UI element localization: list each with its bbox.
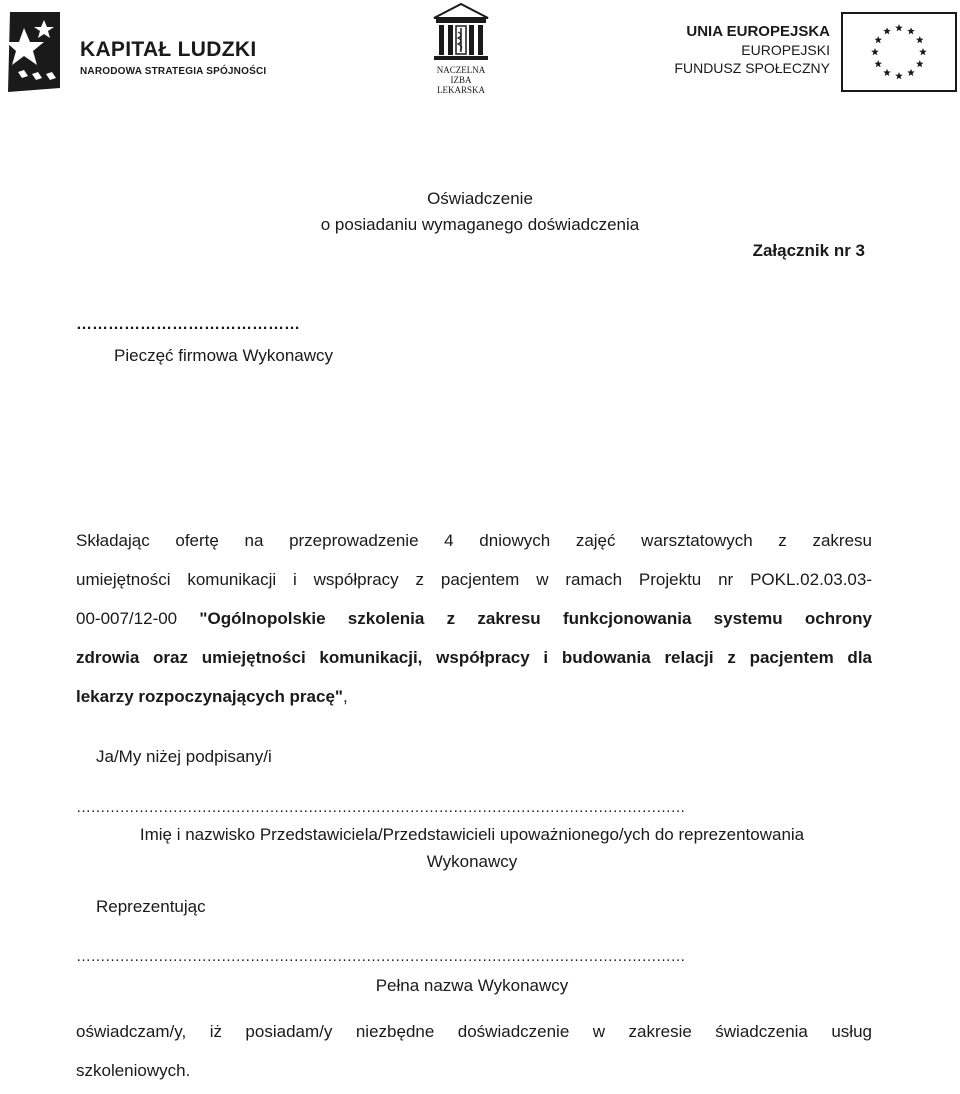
intro-line-3 [76,599,872,638]
project-title-part-2: zdrowia oraz umiejętności komunikacji, współpracy i budowania relacji z pacjentem dla [76,648,872,667]
eu-line-2: EUROPEJSKI [741,42,830,58]
project-title-part-1: "Ogólnopolskie szkolenia z zakresu funkcjonowania systemu ochrony [199,609,872,628]
eu-star-icon [895,24,903,31]
eu-star-icon [883,69,891,76]
nil-line-1: NACZELNA [436,65,486,75]
project-number: 00-007/12-00 [76,609,200,628]
kapital-ludzki-emblem-icon [4,8,62,92]
kapital-ludzki-title: KAPITAŁ LUDZKI [80,38,257,61]
representing-label: Reprezentując [96,897,206,916]
signatory-label: Ja/My niżej podpisany/i [96,747,272,766]
project-title-part-3: lekarzy rozpoczynających pracę" [76,687,343,706]
eu-star-icon [907,69,915,76]
contractor-caption: Pełna nazwa Wykonawcy [375,976,569,995]
signatory-caption-line-1: Imię i nazwisko Przedstawiciela/Przedstawicieli upoważnionego/ych do reprezentowania [139,825,805,844]
declaration-line-2: szkoleniowych. [76,1061,191,1080]
nil-line-2: IZBA LEKARSKA [436,75,485,95]
eu-star-icon [919,48,927,55]
eu-stars-icon [843,14,955,90]
kapital-ludzki-logo [0,4,300,96]
contractor-dotted-line: ……………………………………………………………………………………………………………… [76,948,685,965]
document-subtitle: o posiadaniu wymaganego doświadczenia [320,215,640,234]
intro-line-4 [76,638,872,677]
eu-star-icon [874,60,882,67]
naczelna-izba-lekarska-logo [430,2,492,95]
eu-star-icon [907,27,915,34]
eu-star-icon [916,36,924,43]
eu-logo-text [660,22,830,82]
eu-star-icon [874,36,882,43]
document-title: Oświadczenie [427,189,533,208]
eu-line-1: UNIA EUROPEJSKA [686,23,830,40]
declaration-line-1: oświadczam/y, iż posiadam/y niezbędne doświadczenie w zakresie świadczenia usług [76,1022,872,1041]
eu-star-icon [895,72,903,79]
signatory-caption-line-2: Wykonawcy [426,852,518,871]
eu-flag [841,12,957,92]
intro-comma: , [342,687,348,706]
intro-line-2: umiejętności komunikacji i współpracy z pacjentem w ramach Projektu nr POKL.02.03.03- [76,570,872,589]
kapital-ludzki-subtitle: NARODOWA STRATEGIA SPÓJNOŚCI [80,66,267,77]
eu-line-3: FUNDUSZ SPOŁECZNY [674,60,830,76]
eu-star-icon [916,60,924,67]
attachment-number: Załącznik nr 3 [752,241,865,260]
stamp-dotted-line: …………………………………… [76,316,300,333]
eu-star-icon [883,27,891,34]
signatory-dotted-line: ……………………………………………………………………………………………………………… [76,799,685,816]
intro-line-5 [76,677,872,716]
intro-line-1: Składając ofertę na przeprowadzenie 4 dniowych zajęć warsztatowych z zakresu [76,531,872,550]
medical-chamber-building-icon [430,2,492,64]
stamp-label: Pieczęć firmowa Wykonawcy [114,346,334,365]
eu-star-icon [871,48,879,55]
